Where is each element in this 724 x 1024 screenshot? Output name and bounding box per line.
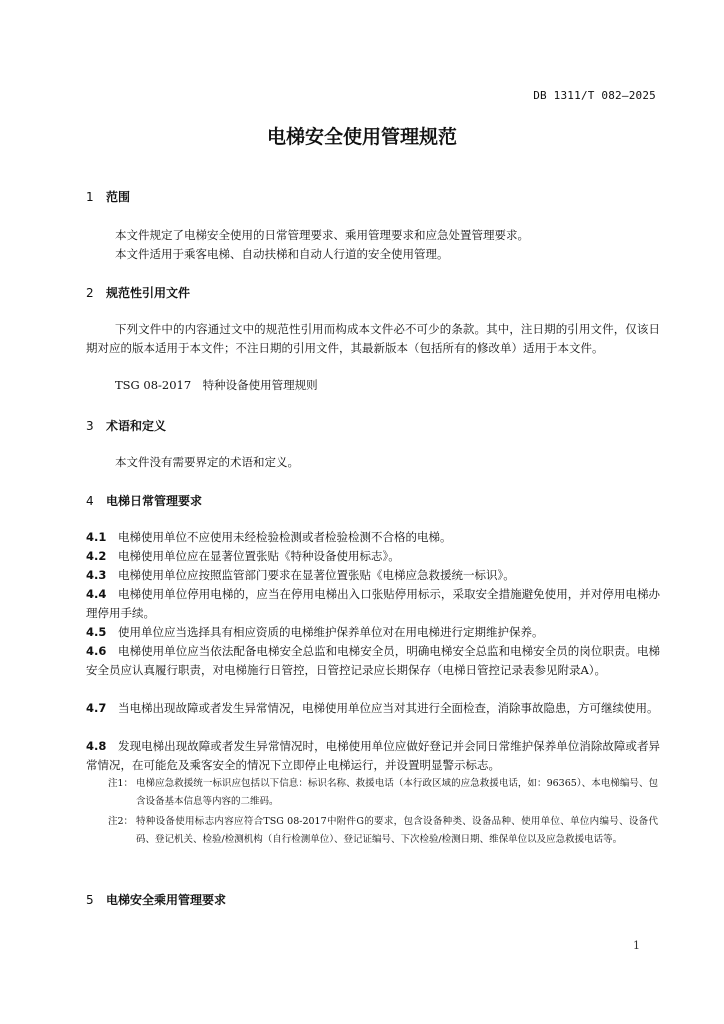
section-title: 范围 xyxy=(106,190,131,204)
clause-item xyxy=(86,642,660,680)
section-title: 电梯安全乘用管理要求 xyxy=(106,893,227,907)
document-title: 电梯安全使用管理规范 xyxy=(266,126,457,148)
clause-text: 使用单位应当选择具有相应资质的电梯维护保养单位对在用电梯进行定期维护保养。 xyxy=(118,625,544,639)
note xyxy=(108,813,660,849)
clause-number: 4.2 xyxy=(86,549,107,563)
clause-text: 当电梯出现故障或者发生异常情况，电梯使用单位应当对其进行全面检查，消除事故隐患，方可继续使用。 xyxy=(118,701,659,715)
clause-number: 4.3 xyxy=(86,568,107,582)
clause-number: 4.7 xyxy=(86,701,107,715)
clause-number: 4.6 xyxy=(86,644,107,658)
clause-item xyxy=(86,623,660,642)
section-2-heading xyxy=(86,284,190,301)
paragraph: 下列文件中的内容通过文中的规范性引用而构成本文件必不可少的条款。其中，注日期的引用文件，仅该日期对应的版本适用于本文件；不注日期的引用文件，其最新版本（包括所有的修改单）适用于本文件。 xyxy=(86,322,660,355)
section-4-heading xyxy=(86,492,202,509)
note xyxy=(108,775,660,811)
clause-text: 电梯使用单位应当依法配备电梯安全总监和电梯安全员，明确电梯安全总监和电梯安全员的岗位职责。电梯安全员应认真履行职责，对电梯施行日管控，日管控记录应长期保存（电梯日管控记录表参见附录A）。 xyxy=(86,644,660,677)
clause-item xyxy=(86,547,660,566)
paragraph: 本文件规定了电梯安全使用的日常管理要求、乘用管理要求和应急处置管理要求。 xyxy=(115,228,529,242)
clause-text: 电梯使用单位不应使用未经检验检测或者检验检测不合格的电梯。 xyxy=(118,530,452,544)
paragraph: 本文件没有需要界定的术语和定义。 xyxy=(115,455,299,469)
section-title: 电梯日常管理要求 xyxy=(106,494,203,508)
section-number: 3 xyxy=(86,419,94,433)
clause-item xyxy=(86,528,660,547)
note-label: 注2： xyxy=(108,816,134,827)
clause-item xyxy=(86,566,660,585)
note-text: 电梯应急救援统一标识应包括以下信息：标识名称、救援电话（本行政区域的应急救援电话，如：96365）、本电梯编号、包含设备基本信息等内容的二维码。 xyxy=(136,778,658,807)
clause-text: 发现电梯出现故障或者发生异常情况时，电梯使用单位应做好登记并会同日常维护保养单位消除故障或者异常情况，在可能危及乘客安全的情况下立即停止电梯运行，并设置明显警示标志。 xyxy=(86,739,660,772)
section-5-heading xyxy=(86,891,226,908)
section-title: 术语和定义 xyxy=(106,419,167,433)
section-3-heading xyxy=(86,417,166,434)
clause-number: 4.1 xyxy=(86,530,107,544)
clause-text: 电梯使用单位应按照监管部门要求在显著位置张贴《电梯应急救援统一标识》。 xyxy=(118,568,515,582)
clause-text: 电梯使用单位停用电梯的，应当在停用电梯出入口张贴停用标示，采取安全措施避免使用，并对停用电梯办理停用手续。 xyxy=(86,587,660,620)
section-number: 5 xyxy=(86,893,94,907)
note-text: 特种设备使用标志内容应符合TSG 08-2017中附件G的要求，包含设备种类、设备品种、使用单位、单位内编号、设备代码、登记机关、检验/检测机构（自行检测单位）、登记证编号、下次检验/检测日期、维保单位以及应急救援电话等。 xyxy=(136,816,658,845)
standard-code: DB 1311/T 082—2025 xyxy=(533,89,656,102)
clause-text: 电梯使用单位应在显著位置张贴《特种设备使用标志》。 xyxy=(118,549,400,563)
clause-number: 4.8 xyxy=(86,739,107,753)
section-number: 4 xyxy=(86,494,94,508)
note-label: 注1： xyxy=(108,778,134,789)
section-number: 1 xyxy=(86,190,94,204)
normative-reference: TSG 08-2017 特种设备使用管理规则 xyxy=(115,378,318,392)
clause-item xyxy=(86,585,660,623)
clause-item xyxy=(86,699,660,718)
section-number: 2 xyxy=(86,286,94,300)
section-1-heading xyxy=(86,188,130,205)
page-number: 1 xyxy=(633,939,640,952)
clause-number: 4.5 xyxy=(86,625,107,639)
section-title: 规范性引用文件 xyxy=(106,286,191,300)
clause-item xyxy=(86,737,660,775)
clause-number: 4.4 xyxy=(86,587,107,601)
paragraph: 本文件适用于乘客电梯、自动扶梯和自动人行道的安全使用管理。 xyxy=(115,247,449,261)
